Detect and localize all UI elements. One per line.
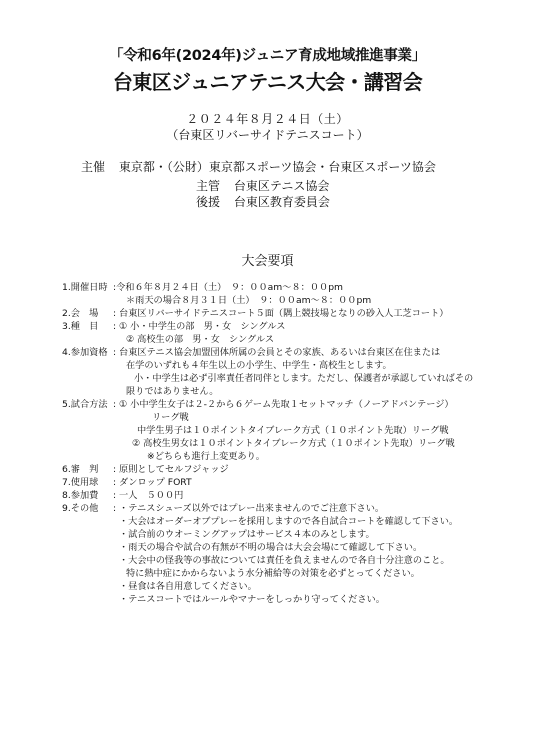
item-7-label: 7.使用球	[62, 477, 99, 488]
item-9-label: 9.その他	[62, 503, 99, 514]
item-9-line-5: ・大会中の怪我等の事故については責任を負えませんので各自十分注意のこと。	[119, 555, 450, 566]
item-9-line-3: ・試合前のウオーミングアップはサービス４本のみとします。	[119, 529, 375, 540]
item-9-line-2: ・大会はオーダーオブプレーを採用しますので各自試合コートを確認して下さい。	[119, 516, 459, 527]
item-2-label: 2.会 場	[62, 308, 99, 319]
guide-heading: 大会要項	[241, 254, 294, 269]
item-4-line-3: 小・中学生は必ず引率責任者同伴とします。ただし、保護者が承認していればその	[134, 373, 474, 384]
item-8-label: 8.参加費	[62, 490, 99, 501]
project-line: 「令和6年(2024年)ジュニア育成地域推進事業」	[109, 48, 426, 64]
item-9-line-6: 特に熱中症にかからないよう水分補給等の対策を必ずとってください。	[126, 568, 420, 579]
support-value: 台東区教育委員会	[233, 195, 330, 209]
host-value: 東京都・（公財）東京都スポーツ協会・台東区スポーツ協会	[118, 160, 436, 174]
item-6-line-1: : 原則としてセルフジャッジ	[113, 464, 229, 475]
item-3-label: 3.種 目	[62, 321, 99, 332]
item-3-line-1: : ① 小・中学生の部 男・女 シングルス	[113, 321, 286, 332]
item-9-line-4: ・雨天の場合や試合の有無が不明の場合は大会会場にて確認して下さい。	[119, 542, 423, 553]
item-8-line-1: : 一人 ５００円	[113, 490, 184, 501]
item-4-line-1: : 台東区テニス協会加盟団体所属の会員とその家族、あるいは台東区在住または	[113, 347, 441, 358]
item-2-line-1: : 台東区リバーサイドテニスコート５面（隅上競技場となりの砂入人工芝コート）	[113, 308, 449, 319]
item-5-line-5: ※どちらも進行上変更あり。	[147, 451, 265, 462]
item-3-line-2: ② 高校生の部 男・女 シングルス	[126, 334, 275, 345]
event-venue: （台東区リバーサイドテニスコート）	[166, 128, 369, 142]
manager-value: 台東区テニス協会	[233, 179, 330, 193]
item-1-line-1: :令和６年８月２４日（土） ９：００am～８：００pm	[113, 282, 343, 293]
host-label: 主催	[81, 160, 106, 174]
item-5-line-1: : ① 小中学生女子は２-２から６ゲーム先取１セットマッチ（ノーアドバンテージ）	[113, 399, 454, 410]
item-9-line-8: ・テニスコートではルールやマナーをしっかり守ってください。	[119, 594, 385, 605]
item-5-label: 5.試合方法	[62, 399, 108, 410]
support-row	[196, 193, 330, 210]
event-title: 台東区ジュニアテニス大会・講習会	[112, 70, 423, 94]
host-row	[81, 158, 436, 175]
item-4-label: 4.参加資格	[62, 347, 108, 358]
item-9-line-7: ・昼食は各自用意してください。	[119, 581, 257, 592]
item-6-label: 6.審 判	[62, 464, 99, 475]
item-4-line-2: 在学のいずれも４年生以上の小学生、中学生・高校生とします。	[126, 360, 392, 371]
item-4-line-4: 限りではありません。	[126, 386, 219, 397]
item-1-label: 1.開催日時	[62, 282, 108, 293]
item-5-line-2: リーグ戦	[152, 412, 189, 423]
item-5-line-3: 中学生男子は１０ポイントタイブレーク方式（１０ポイント先取）リーグ戦	[137, 425, 449, 436]
support-label: 後援	[196, 195, 221, 209]
item-1-line-2: ＊雨天の場合８月３１日（土） ９：００am～８：００pm	[126, 295, 372, 306]
item-9-line-1: : ・テニスシューズ以外ではプレー出来ませんのでご注意下さい。	[113, 503, 385, 514]
item-7-line-1: : ダンロップ FORT	[113, 477, 192, 488]
manager-label: 主管	[196, 179, 221, 193]
event-date: ２０２４年８月２４日（土）	[186, 112, 349, 126]
manager-row	[196, 177, 329, 194]
item-5-line-4: ② 高校生男女は１０ポイントタイブレーク方式（１０ポイント先取）リーグ戦	[132, 438, 455, 449]
